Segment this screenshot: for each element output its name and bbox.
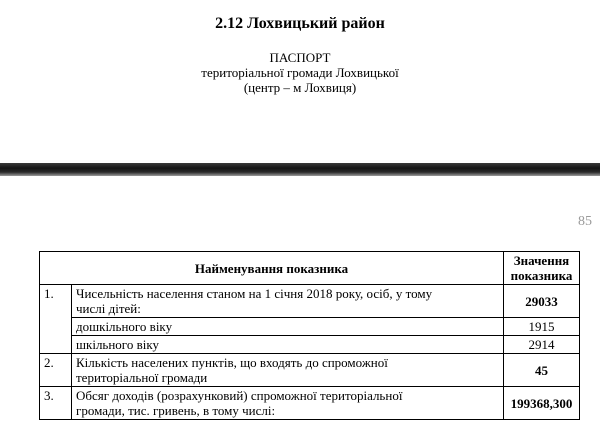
community-line: територіальної громади Лохвицької: [201, 65, 399, 80]
row-value: 45: [504, 354, 580, 387]
row-number: 2.: [40, 354, 72, 387]
header-value-line2: показника: [510, 268, 573, 283]
row-label-line2: числі дітей:: [76, 301, 141, 316]
table-row: [40, 387, 580, 420]
passport-heading: ПАСПОРТ: [269, 50, 331, 65]
row-value: 2914: [504, 336, 580, 354]
row-label-line2: територіальної громади: [76, 370, 208, 385]
page-title: 2.12 Лохвицький район: [215, 15, 385, 32]
row-label-line1: Обсяг доходів (розрахунковий) спроможної територіальної: [76, 388, 403, 403]
page-number: 85: [578, 214, 592, 229]
row-label-line1: Чисельність населення станом на 1 січня 2018 року, осіб, у тому: [76, 286, 433, 301]
table-row: [40, 285, 580, 318]
row-label: дошкільного віку: [72, 318, 504, 336]
page-divider: [0, 163, 600, 176]
row-number: 3.: [40, 387, 72, 420]
table-row: [40, 336, 580, 354]
passport-table: [39, 251, 580, 420]
row-label: шкільного віку: [72, 336, 504, 354]
table-row: [40, 318, 580, 336]
row-value: 199368,300: [504, 387, 580, 420]
row-label: [72, 354, 504, 387]
row-label: [72, 285, 504, 318]
row-label-line1: Кількість населених пунктів, що входять до спроможної: [76, 355, 388, 370]
header-indicator-value: [504, 252, 580, 285]
center-line: (центр – м Лохвиця): [243, 80, 357, 95]
table-header-row: [40, 252, 580, 285]
header-value-line1: Значення: [513, 253, 570, 268]
header-indicator-name: Найменування показника: [40, 252, 504, 285]
table-row: [40, 354, 580, 387]
row-number: 1.: [40, 285, 72, 354]
row-value: 29033: [504, 285, 580, 318]
row-label: [72, 387, 504, 420]
row-value: 1915: [504, 318, 580, 336]
row-label-line2: громади, тис. гривень, в тому числі:: [76, 403, 276, 418]
